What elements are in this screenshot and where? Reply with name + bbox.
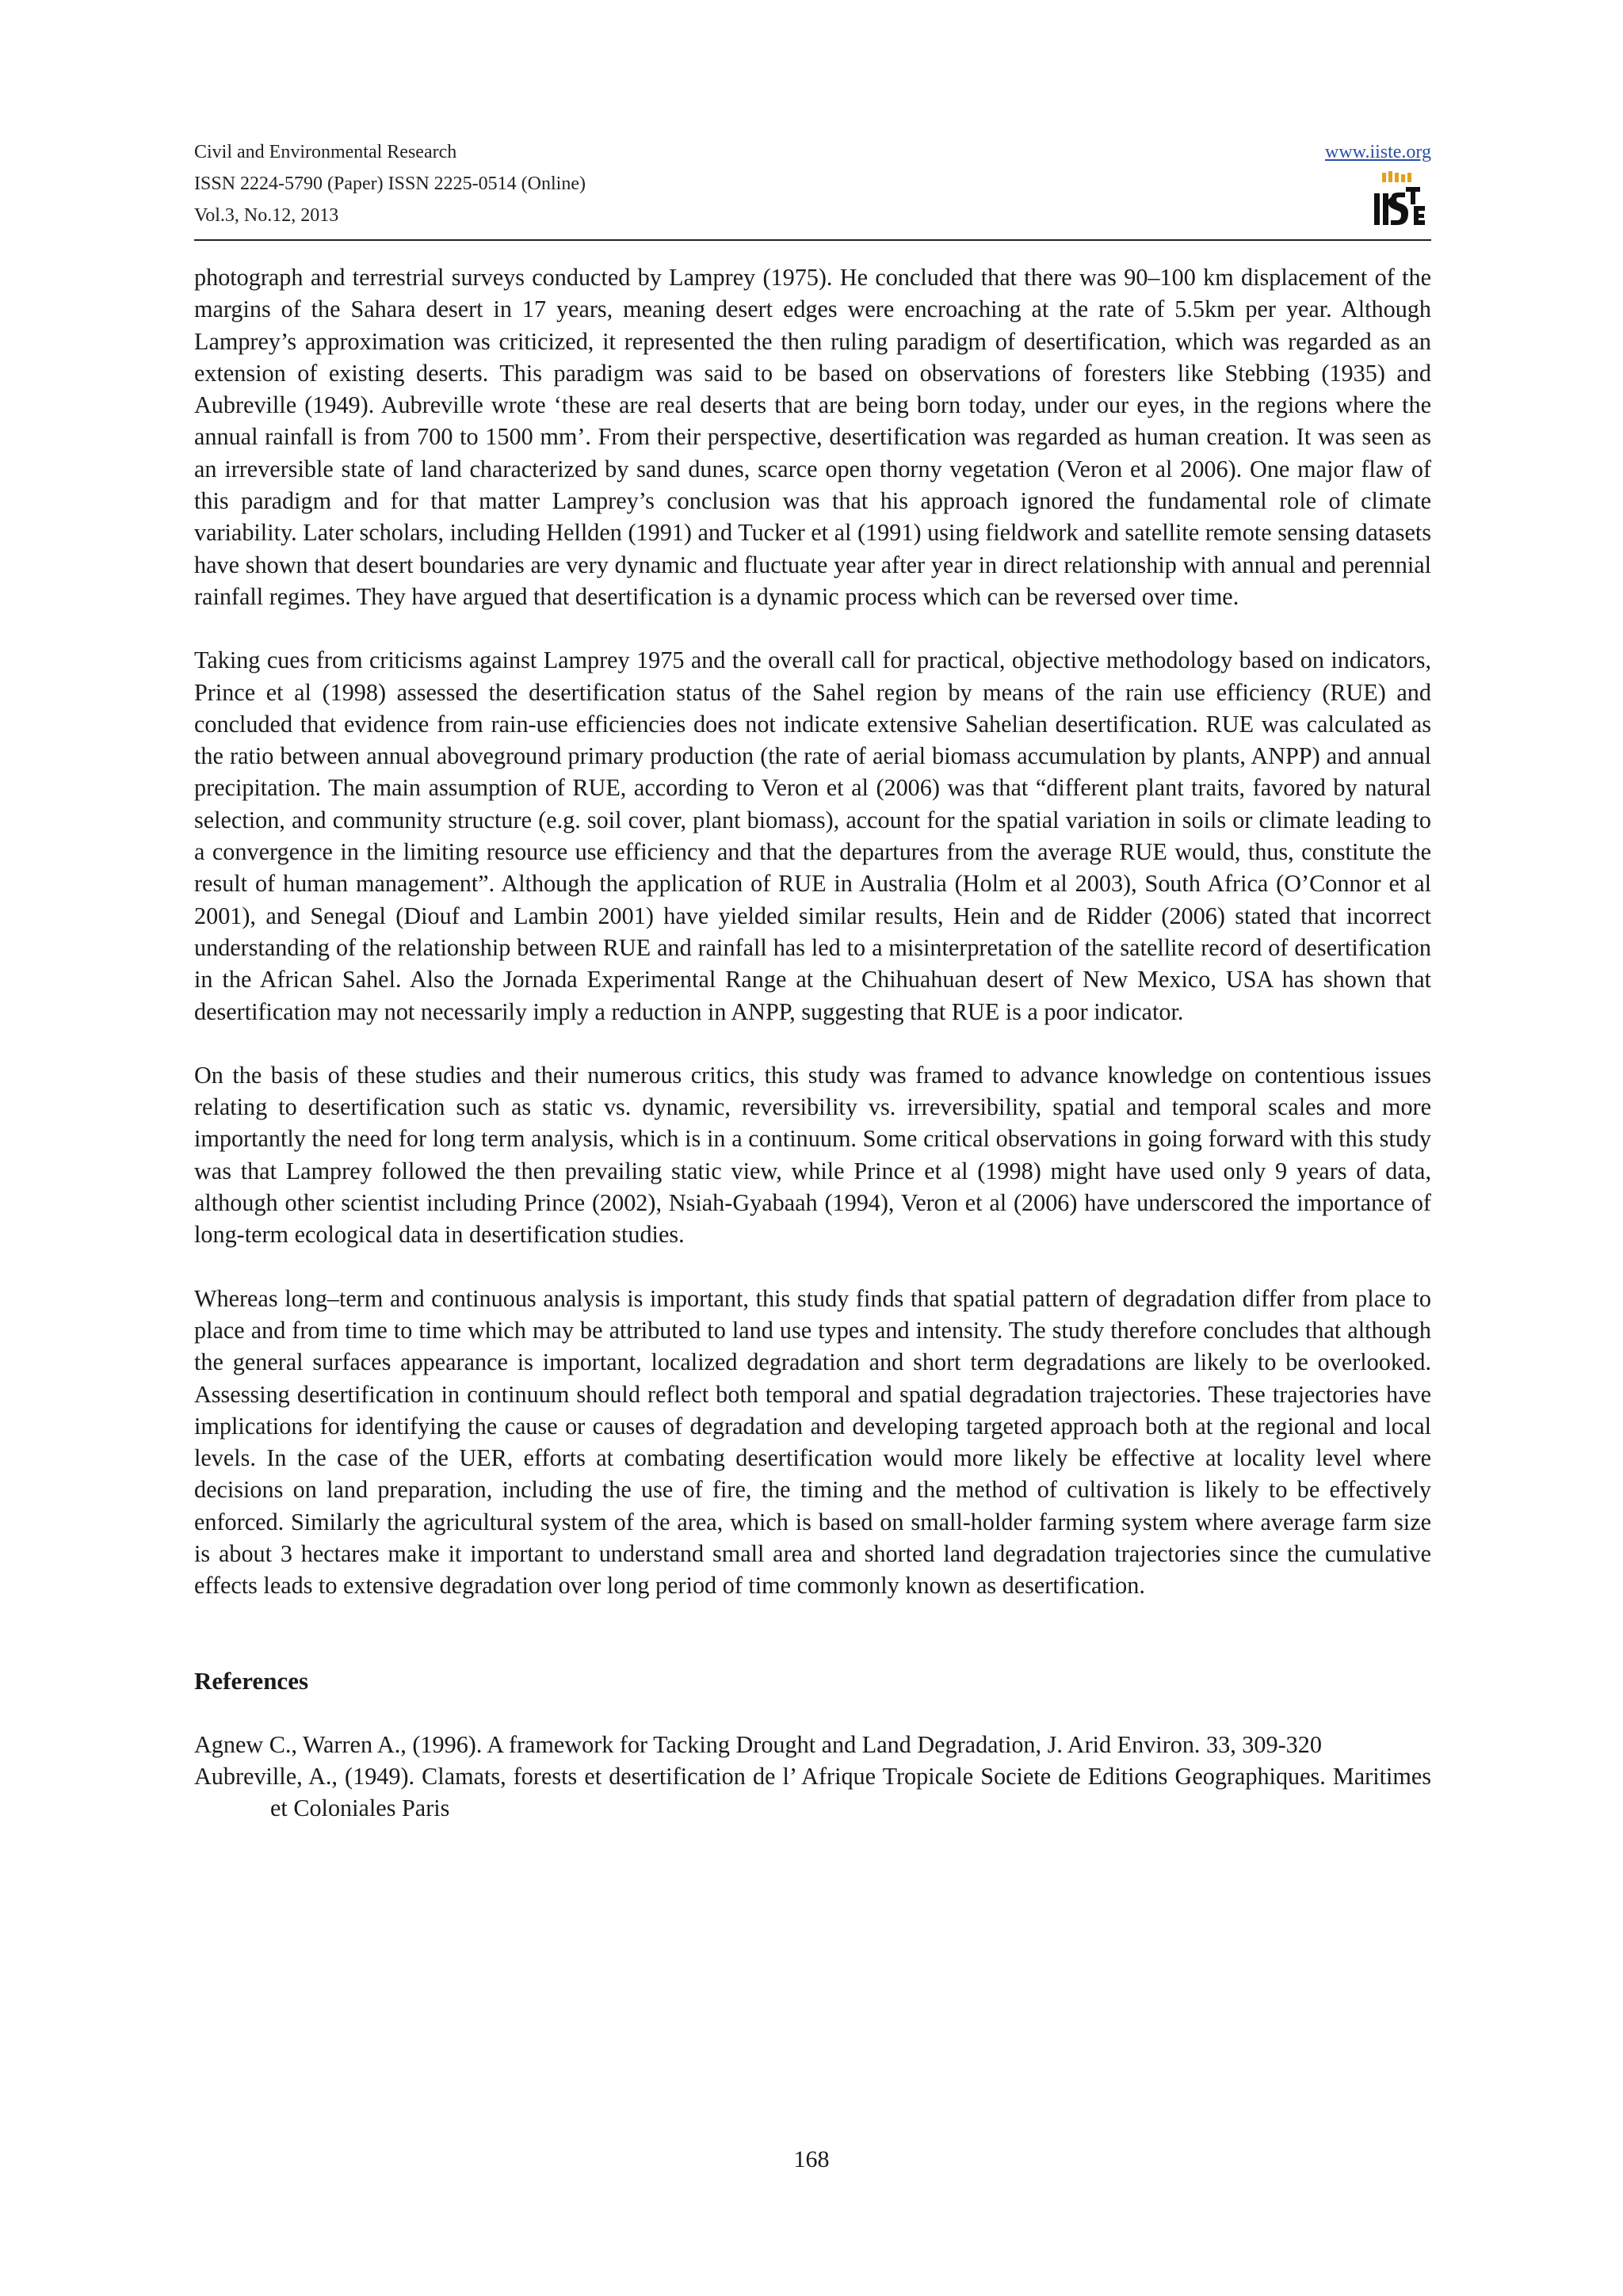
reference-entry: Agnew C., Warren A., (1996). A framework for Tacking Drought and Land Degradation, J. Arid Environ. 33, 309-320 [194, 1730, 1322, 1758]
paragraph-2: Taking cues from criticisms against Lamprey 1975 and the overall call for practical, objective methodology based on indicators, Prince et al (1998) assessed the desertification status of the Sahel region by means of the rain use efficiency (RUE) and concluded that evidence from rain-use efficiencies does not indicate extensive Sahelian desertification. RUE was calculated as the ratio between annual aboveground primary production (the rate of aerial biomass accumulation by plants, ANPP) and annual precipitation. The main assumption of RUE, according to Veron et al (2006) was that “different plant traits, favored by natural selection, and community structure (e.g. soil cover, plant biomass), account for the spatial variation in soils or climate leading to a convergence in the limiting resource use efficiency and that the departures from the average RUE would, thus, constitute the result of human management”. Although the application of RUE in Australia (Holm et al 2003), South Africa (O’Connor et al 2001), and Senegal (Diouf and Lambin 2001) have yielded similar results, Hein and de Ridder (2006) stated that incorrect understanding of the relationship between RUE and rainfall has led to a misinterpretation of the satellite record of desertification in the African Sahel. Also the Jornada Experimental Range at the Chihuahuan desert of New Mexico, USA has shown that desertification may not necessarily imply a reduction in ANPP, suggesting that RUE is a poor indicator. [194, 646, 1431, 1025]
paragraph-1: photograph and terrestrial surveys conducted by Lamprey (1975). He concluded that there was 90–100 km displacement of the margins of the Sahara desert in 17 years, meaning desert edges were encroaching at the rate of 5.5km per year. Although Lamprey’s approximation was criticized, it represented the then ruling paradigm of desertification, which was regarded as an extension of existing deserts. This paradigm was said to be based on observations of foresters like Stebbing (1935) and Aubreville (1949). Aubreville wrote ‘these are real deserts that are being born today, under our eyes, in the regions where the annual rainfall is from 700 to 1500 mm’. From their perspective, desertification was regarded as human creation. It was seen as an irreversible state of land characterized by sand dunes, scarce open thorny vegetation (Veron et al 2006). One major flaw of this paradigm and for that matter Lamprey’s conclusion was that his approach ignored the fundamental role of climate variability. Later scholars, including Hellden (1991) and Tucker et al (1991) using fieldwork and satellite remote sensing datasets have shown that desert boundaries are very dynamic and fluctuate year after year in direct relationship with annual and perennial rainfall regimes. They have argued that desertification is a dynamic process which can be reversed over time. [194, 264, 1431, 610]
reference-entry: Aubreville, A., (1949). Clamats, forests et desertification de l’ Afrique Tropicale Societe de Editions Geographiques. Maritimes et Coloniales Paris [194, 1763, 1431, 1822]
volume-line: Vol.3, No.12, 2013 [194, 205, 339, 226]
page-header [194, 136, 1431, 241]
journal-info [194, 136, 586, 231]
journal-website-link[interactable]: www.iiste.org [1325, 142, 1431, 162]
paragraph-4: Whereas long–term and continuous analysis is important, this study finds that spatial pattern of degradation differ from place to place and from time to time which may be attributed to land use types and intensity. The study therefore concludes that although the general surfaces appearance is important, localized degradation and short term degradations are likely to be overlooked. Assessing desertification in continuum should reflect both temporal and spatial degradation trajectories. These trajectories have implications for identifying the cause or causes of degradation and developing targeted approach both at the regional and local levels. In the case of the UER, efforts at combating desertification would more likely be effective at locality level where decisions on land preparation, including the use of fire, the timing and the method of cultivation is likely to be effectively enforced. Similarly the agricultural system of the area, which is based on small-holder farming system where average farm size is about 3 hectares make it important to understand small area and shorted land degradation trajectories since the cumulative effects leads to extensive degradation over long period of time commonly known as desertification. [194, 1284, 1431, 1600]
iiste-logo [1373, 171, 1426, 228]
references-heading: References [194, 1666, 309, 1695]
paragraph-3: On the basis of these studies and their numerous critics, this study was framed to advance knowledge on contentious issues relating to desertification such as static vs. dynamic, reversibility vs. irreversibility, spatial and temporal scales and more importantly the need for long term analysis, which is in a continuum. Some critical observations in going forward with this study was that Lamprey followed the then prevailing static view, while Prince et al (1998) might have used only 9 years of data, although other scientist including Prince (2002), Nsiah-Gyabaah (1994), Veron et al (2006) have underscored the importance of long-term ecological data in desertification studies. [194, 1061, 1431, 1249]
article-body [194, 261, 1431, 1825]
page-number: 168 [793, 2146, 830, 2172]
journal-title: Civil and Environmental Research [194, 142, 457, 162]
issn-line: ISSN 2224-5790 (Paper) ISSN 2225-0514 (Online) [194, 174, 586, 194]
